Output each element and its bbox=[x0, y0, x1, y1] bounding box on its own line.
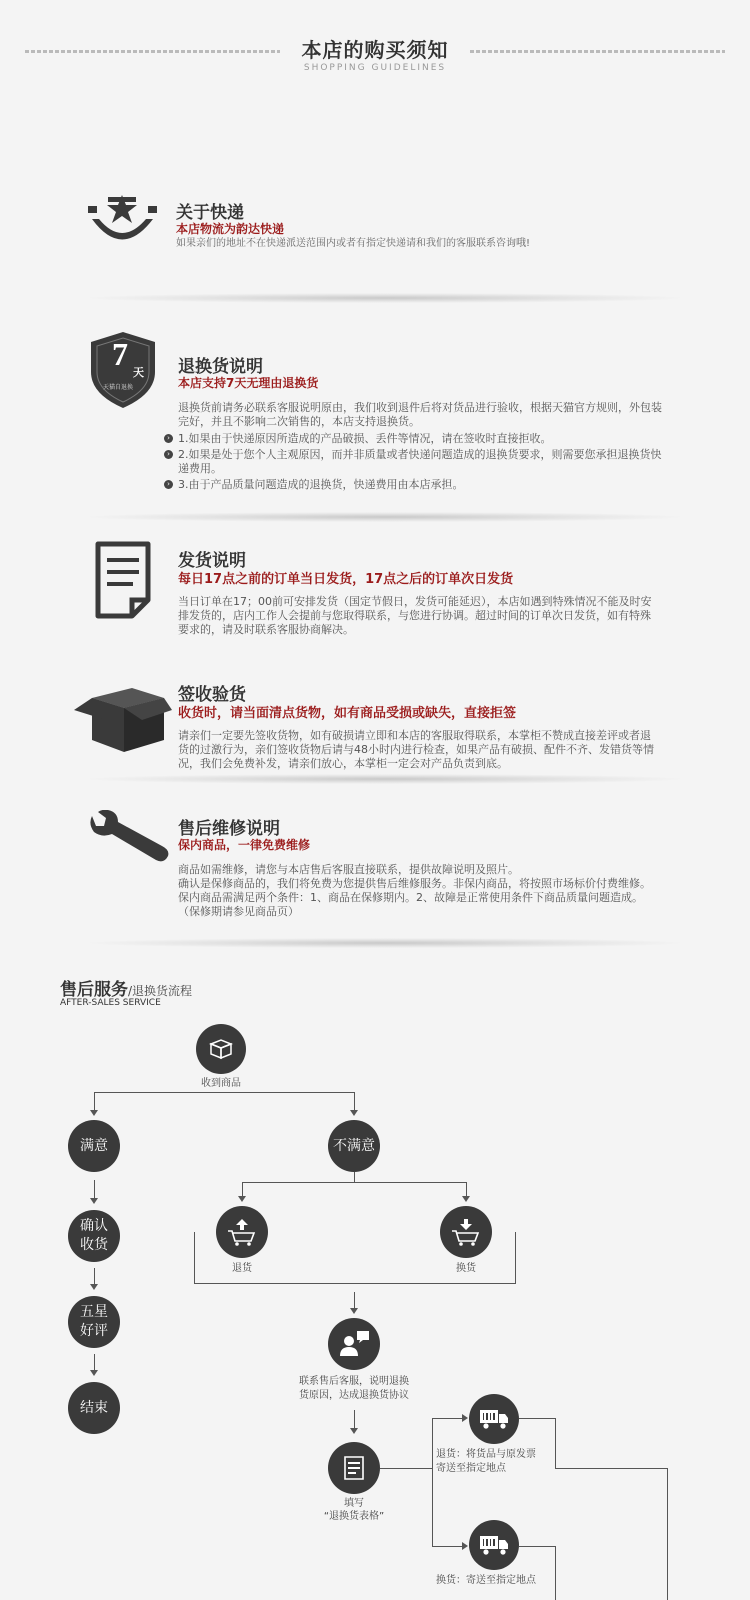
repair-title: 售后维修说明 bbox=[178, 819, 280, 839]
flow-line bbox=[555, 1468, 667, 1469]
badge-caption: 天猫自退换 bbox=[103, 384, 134, 391]
flow-line bbox=[432, 1418, 462, 1419]
receipt-line-1: 请亲们一定要先签收货物，如有破损请立即和本店的客服取得联系，本掌柜不赞成直接差评或者退 bbox=[178, 729, 651, 742]
flow-line bbox=[94, 1092, 354, 1093]
arrow-down-icon bbox=[462, 1196, 470, 1202]
repair-line-4: （保修期请参见商品页） bbox=[178, 905, 299, 918]
repair-highlight: 保内商品，一律免费维修 bbox=[178, 838, 311, 852]
service-subtitle: AFTER-SALES SERVICE bbox=[60, 998, 161, 1008]
arrow-down-icon bbox=[90, 1110, 98, 1116]
service-title-bold: 售后服务 bbox=[60, 980, 128, 1000]
flow-line bbox=[94, 1180, 95, 1200]
exchange-label: 换货 bbox=[456, 1263, 476, 1274]
return-node bbox=[216, 1206, 268, 1258]
box-icon bbox=[208, 1038, 234, 1060]
fill-label-2: “退换货表格” bbox=[323, 1511, 385, 1522]
repair-line-3: 保内商品需满足两个条件：1、商品在保修期内。2、故障是正常使用条件下商品质量问题造成。 bbox=[178, 891, 643, 904]
five-star-label-1: 五星 bbox=[80, 1304, 108, 1320]
cart-down-icon bbox=[450, 1217, 482, 1247]
confirm-node bbox=[68, 1210, 120, 1262]
flow-line bbox=[519, 1418, 555, 1419]
arrow-down-icon bbox=[90, 1198, 98, 1204]
arrow-down-icon bbox=[90, 1284, 98, 1290]
shipping-highlight: 每日17点之前的订单当日发货，17点之后的订单次日发货 bbox=[178, 572, 514, 587]
flow-line bbox=[354, 1410, 355, 1430]
service-title bbox=[60, 975, 192, 1000]
shipping-line-3: 要求的，请及时联系客服协商解决。 bbox=[178, 623, 354, 636]
returns-item-3: 3.由于产品质量问题造成的退换货，快递费用由本店承担。 bbox=[178, 478, 464, 491]
end-label: 结束 bbox=[80, 1399, 108, 1416]
arrow-down-icon bbox=[238, 1196, 246, 1202]
cart-up-icon bbox=[226, 1217, 258, 1247]
page-subtitle: SHOPPING GUIDELINES bbox=[303, 63, 447, 73]
return-label: 退货 bbox=[232, 1263, 252, 1274]
receipt-title: 签收验货 bbox=[178, 685, 246, 705]
receive-label: 收到商品 bbox=[201, 1078, 241, 1089]
flow-line bbox=[555, 1546, 556, 1600]
flow-line bbox=[94, 1092, 95, 1112]
contact-label-2: 货原因，达成退换货协议 bbox=[299, 1390, 409, 1401]
five-star-label-2: 好评 bbox=[80, 1323, 108, 1339]
unsatisfied-label: 不满意 bbox=[333, 1137, 375, 1154]
badge-number: 7 bbox=[112, 336, 128, 372]
divider bbox=[90, 938, 680, 948]
returns-item-1: 1.如果由于快递原因所造成的产品破损、丢件等情况，请在签收时直接拒收。 bbox=[178, 432, 552, 445]
delivery-person-icon bbox=[86, 192, 160, 250]
satisfied-node bbox=[68, 1120, 120, 1172]
flow-line bbox=[354, 1172, 355, 1182]
arrow-down-icon bbox=[90, 1370, 98, 1376]
flow-line bbox=[519, 1546, 555, 1547]
divider bbox=[90, 774, 680, 784]
form-icon bbox=[343, 1455, 365, 1481]
flow-line bbox=[432, 1546, 462, 1547]
receive-node bbox=[196, 1024, 246, 1074]
returns-item-2-cont: 递费用。 bbox=[178, 462, 222, 475]
express-title: 关于快递 bbox=[176, 203, 244, 223]
express-text: 如果亲们的地址不在快递派送范围内或者有指定快递请和我们的客服联系咨询哦! bbox=[176, 238, 531, 249]
truck-icon bbox=[478, 1408, 510, 1430]
divider bbox=[90, 293, 680, 303]
flow-line bbox=[354, 1092, 355, 1112]
bullet-arrow-icon: › bbox=[164, 450, 173, 459]
flow-line bbox=[380, 1468, 432, 1469]
shipping-line-1: 当日订单在17；00前可安排发货（国定节假日，发货可能延迟），本店如遇到特殊情况不能及时安 bbox=[178, 595, 652, 608]
fill-form-node bbox=[328, 1442, 380, 1494]
divider bbox=[90, 512, 680, 522]
receipt-highlight: 收货时，请当面清点货物，如有商品受损或缺失，直接拒签 bbox=[178, 706, 517, 721]
fill-label-1: 填写 bbox=[344, 1498, 364, 1509]
exchange-node bbox=[440, 1206, 492, 1258]
repair-line-2: 确认是保修商品的，我们将免费为您提供售后维修服务。非保内商品，将按照市场标价付费维修。 bbox=[178, 877, 651, 890]
shipping-line-2: 排发货的，店内工作人会提前与您取得联系，与您进行协调。超过时间的订单次日发货，如有特殊 bbox=[178, 609, 651, 622]
satisfied-label: 满意 bbox=[80, 1137, 108, 1154]
returns-intro-1: 退换货前请务必联系客服说明原由，我们收到退件后将对货品进行验收，根据天猫官方规则，外包装 bbox=[178, 401, 662, 414]
contact-label-1: 联系售后客服，说明退换 bbox=[299, 1376, 409, 1387]
truck-icon bbox=[478, 1534, 510, 1556]
repair-line-1: 商品如需维修，请您与本店售后客服直接联系，提供故障说明及照片。 bbox=[178, 863, 519, 876]
express-highlight: 本店物流为韵达快递 bbox=[176, 222, 285, 236]
service-title-rest: /退换货流程 bbox=[128, 984, 193, 998]
five-star-node bbox=[68, 1296, 120, 1348]
flow-line bbox=[242, 1182, 466, 1183]
returns-title: 退换货说明 bbox=[178, 357, 263, 377]
flow-line bbox=[432, 1418, 433, 1546]
unsatisfied-node bbox=[328, 1120, 380, 1172]
shipping-title: 发货说明 bbox=[178, 551, 246, 571]
arrow-down-icon bbox=[350, 1110, 358, 1116]
arrow-down-icon bbox=[350, 1428, 358, 1434]
returns-highlight: 本店支持7天无理由退换货 bbox=[178, 376, 319, 390]
arrow-right-icon bbox=[462, 1414, 468, 1422]
receipt-line-2: 货的过激行为，亲们签收货物后请与48小时内进行检查，如果产品有破损、配件不齐、发错货等情 bbox=[178, 743, 654, 756]
confirm-label-1: 确认 bbox=[80, 1218, 108, 1234]
bullet-arrow-icon: › bbox=[164, 434, 173, 443]
confirm-label-2: 收货 bbox=[80, 1237, 108, 1253]
flow-line bbox=[667, 1468, 668, 1600]
ship-return-node bbox=[469, 1394, 519, 1444]
wrench-icon bbox=[86, 810, 172, 866]
ship-return-label-2: 寄送至指定地点 bbox=[436, 1463, 506, 1474]
package-box-icon bbox=[70, 676, 174, 756]
bullet-arrow-icon: › bbox=[164, 480, 173, 489]
arrow-down-icon bbox=[350, 1308, 358, 1314]
returns-item-2: 2.如果是处于您个人主观原因，而并非质量或者快递问题造成的退换货要求，则需要您承担退换货快 bbox=[178, 448, 662, 461]
end-node bbox=[68, 1382, 120, 1434]
page-title: 本店的购买须知 bbox=[301, 38, 449, 62]
ship-exchange-node bbox=[469, 1520, 519, 1570]
ship-exchange-label: 换货：寄送至指定地点 bbox=[436, 1575, 536, 1586]
customer-service-icon bbox=[337, 1329, 371, 1359]
contact-node bbox=[328, 1318, 380, 1370]
ship-return-label-1: 退货：将货品与原发票 bbox=[436, 1449, 536, 1460]
arrow-right-icon bbox=[462, 1542, 468, 1550]
receipt-line-3: 况，我们会免费补发，请亲们放心，本掌柜一定会对产品负责到底。 bbox=[178, 757, 508, 770]
document-icon bbox=[92, 540, 154, 620]
badge-unit: 天 bbox=[133, 366, 144, 379]
returns-intro-2: 完好，并且不影响二次销售的，本店支持退换货。 bbox=[178, 415, 420, 428]
